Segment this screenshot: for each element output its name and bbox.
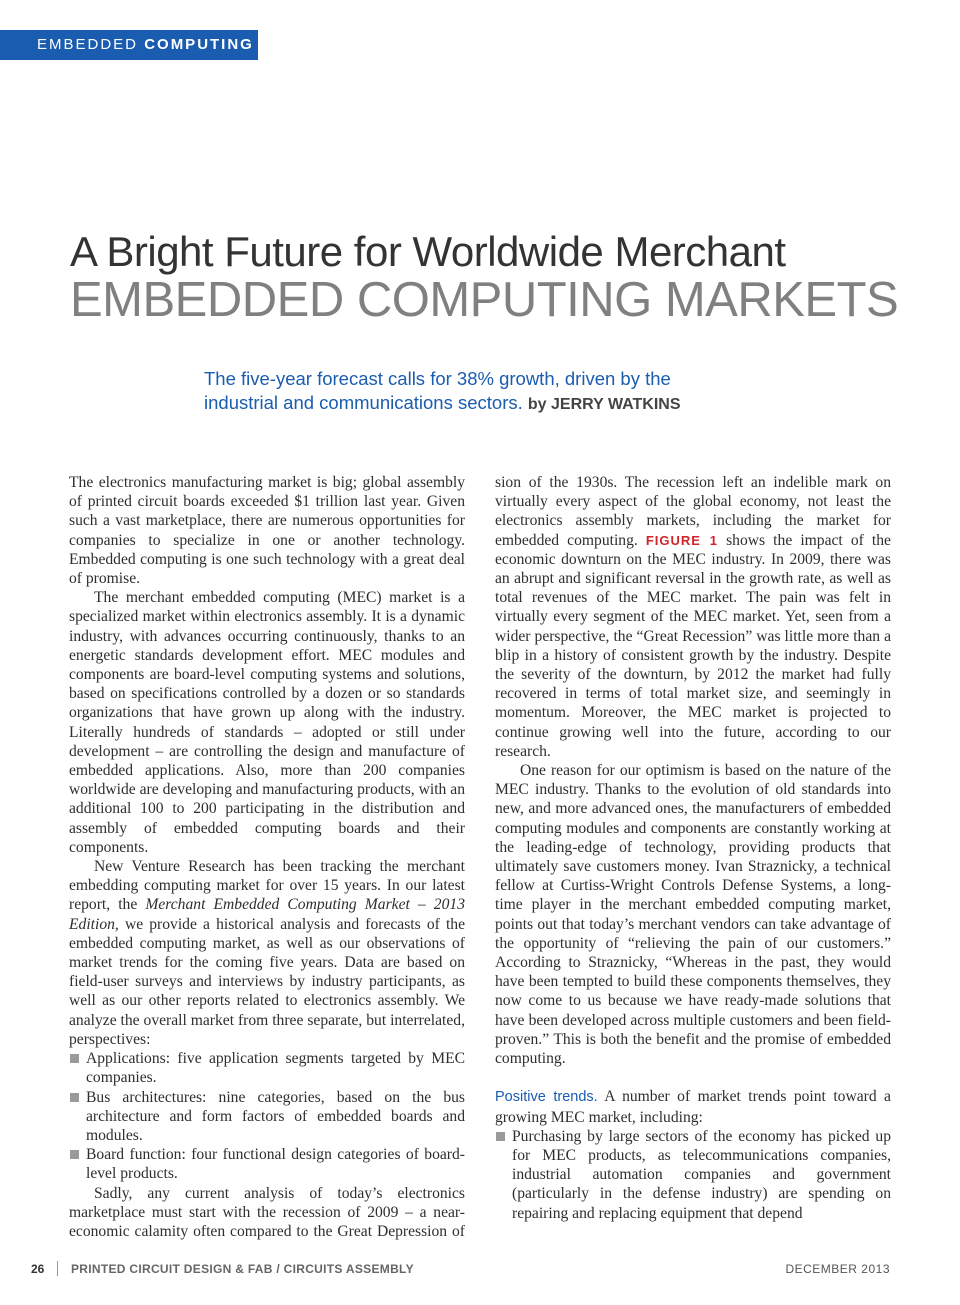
list-item — [69, 1049, 465, 1087]
paragraph-3-start: New Venture Research has been tracking the merchant embedding computing market for over 15 years. In our latest report, the — [69, 858, 465, 914]
paragraph-4-continued — [495, 473, 891, 761]
list-item-text: Purchasing by large sectors of the economy has picked up for MEC products, as telecommunications companies, industrial automation companies and government (particularly in the defense industry) are spending on repairing and replacing equipment that depend — [512, 1127, 891, 1222]
list-item — [495, 1127, 891, 1223]
headline-line-1: A Bright Future for Worldwide Merchant — [70, 228, 786, 275]
paragraph-2: The merchant embedded computing (MEC) market is a specialized market within electronics assembly. It is a dynamic industry, with advances occurring continuously, thanks to an energetic standards development effort. MEC modules and components are board-level computing systems and solutions, based on specifications controlled by a dozen or so standards organizations that have grown up along with the industry. Literally hundreds of standards – adopted or still under development – are controlling the design and manufacture of embedded applications. Also, more than 200 companies worldwide are developing and manufacturing products, with an additional 100 to 200 participating in the distribution and assembly of embedded computing boards and their components. — [69, 589, 465, 856]
article-column-right — [495, 473, 891, 1223]
report-title: Merchant Embedded Computing Market – 2013 Edition, — [69, 896, 465, 933]
trends-list — [495, 1127, 891, 1223]
list-item — [69, 1145, 465, 1183]
page-footer — [0, 1262, 960, 1280]
page-number: 26 — [31, 1262, 45, 1276]
headline-line-2: EMBEDDED COMPUTING MARKETS — [70, 273, 899, 327]
bullet-square-icon — [70, 1054, 79, 1063]
paragraph-6 — [495, 1087, 891, 1126]
list-item-text: Board function: four functional design categories of board-level products. — [86, 1146, 465, 1183]
paragraph-3 — [69, 857, 465, 1049]
banner-bold-text: COMPUTING — [144, 36, 254, 53]
publication-name: PRINTED CIRCUIT DESIGN & FAB / CIRCUITS ASSEMBLY — [71, 1262, 414, 1276]
paragraph-5: One reason for our optimism is based on the nature of the MEC industry. Thanks to the evolution of old standards into new, and more advanced ones, the manufacturers of embedded computing modules and components are constantly working at the leading-edge of technology, providing products that ultimately save customers money. Ivan Straznicky, a technical fellow at Curtiss-Wright Controls Defense Systems, a long-time player in the merchant embedded computing market, points out that today’s merchant vendors can take advantage of the opportunity of “relieving the pain of our customers.” According to Straznicky, “Whereas in the past, they would have been tempted to build these components themselves, they now come to us because we have ready-made solutions that have been developed across multiple customers and been field-proven.” This is both the benefit and the promise of embedded computing. — [495, 762, 891, 1068]
section-banner — [0, 30, 258, 60]
deck-text: The five-year forecast calls for 38% growth, driven by the industrial and communications sectors. — [204, 368, 671, 413]
bullet-square-icon — [496, 1132, 505, 1141]
paragraph-4: Sadly, any current analysis of today’s electronics marketplace must start with the recession of 2009 – a near-economic calamity often compared to the Great Depression of — [69, 1184, 465, 1240]
paragraph-1: The electronics manufacturing market is big; global assembly of printed circuit boards exceeded $1 trillion last year. Given such a vast marketplace, there are numerous opportunities for companies to specialize in one or another technology. Embedded computing is one such technology with a great deal of promise. — [69, 474, 465, 588]
paragraph-3-end: we provide a historical analysis and forecasts of the embedded computing market, as well as our observations of market trends for the coming five years. Data are based on field-user surveys and interviews by industry participants, as well as our other reports related to electronics assembly. We analyze the overall market from three separate, but interrelated, perspectives: — [69, 915, 465, 1048]
paragraph-4-cont-end: shows the impact of the economic downturn on the MEC industry. In 2009, there was an abrupt and significant reversal in the growth rate, as well as total revenues of the MEC market. The pain was felt in virtually every segment of the MEC market. Yet, seen from a wider perspective, the “Great Recession” was little more than a blip in a history of consistent growth by the industry. Despite the severity of the downturn, by 2012 the market had fully recovered in terms of total market size, and seemingly in momentum. Moreover, the MEC market is projected to continue growing well into the future, according to our research. — [495, 531, 891, 760]
deck — [204, 367, 744, 416]
article-column-left — [69, 473, 465, 1241]
figure-1-reference[interactable]: FIGURE 1 — [645, 532, 719, 548]
list-item-text: Applications: five application segments targeted by MEC companies. — [86, 1050, 465, 1087]
subhead-positive-trends: Positive trends. — [495, 1089, 598, 1106]
issue-date: DECEMBER 2013 — [785, 1262, 890, 1276]
bullet-square-icon — [70, 1150, 79, 1159]
perspectives-list — [69, 1049, 465, 1183]
banner-light-text: EMBEDDED — [37, 36, 139, 53]
bullet-square-icon — [70, 1093, 79, 1102]
paragraph-6-text: A number of market trends point toward a growing MEC market, including: — [495, 1088, 891, 1126]
footer-divider — [57, 1261, 58, 1276]
list-item — [69, 1088, 465, 1146]
list-item-text: Bus architectures: nine categories, based on the bus architecture and form factors of embedded boards and modules. — [86, 1088, 465, 1144]
paragraph-4-cont-start: sion of the 1930s. The recession left an indelible mark on virtually every aspect of the global economy, not least the electronics assembly markets, including the market for embedded computing. — [495, 474, 891, 549]
byline: by JERRY WATKINS — [527, 395, 681, 413]
